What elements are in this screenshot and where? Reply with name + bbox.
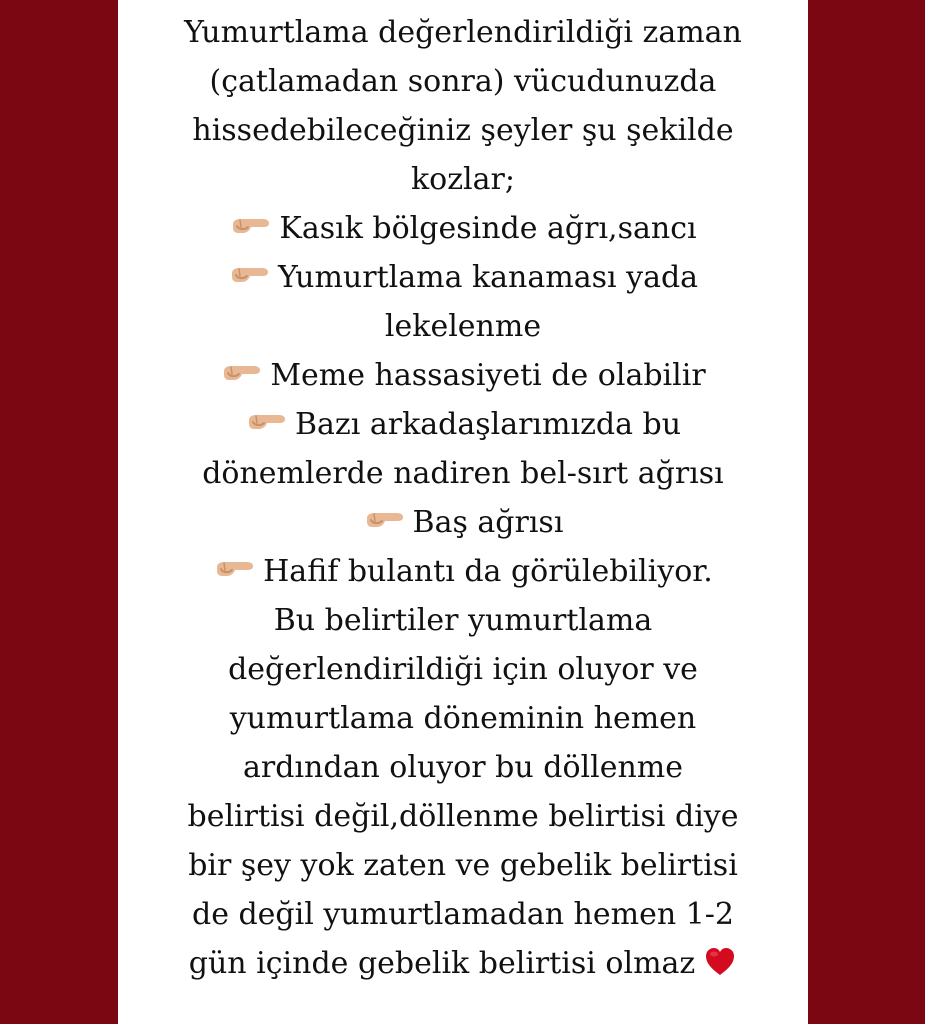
bullet-line-4 bbox=[118, 400, 808, 449]
pointer-finger-icon bbox=[245, 412, 287, 436]
bullet-line-5 bbox=[118, 498, 808, 547]
story-text-panel bbox=[118, 0, 808, 1024]
red-heart-icon bbox=[703, 946, 737, 977]
text-line-14: değerlendirildiği için oluyor ve bbox=[228, 652, 698, 687]
symptom-bulanti: Hafif bulantı da görülebiliyor. bbox=[263, 554, 713, 589]
symptom-bas-agrisi: Baş ağrısı bbox=[412, 505, 564, 540]
symptom-meme: Meme hassasiyeti de olabilir bbox=[270, 358, 706, 393]
text-line-13: Bu belirtiler yumurtlama bbox=[273, 603, 653, 638]
symptom-bel-sirt-intro: Bazı arkadaşlarımızda bu bbox=[294, 407, 682, 442]
story-text bbox=[118, 8, 808, 988]
symptom-kanama: Yumurtlama kanaması yada bbox=[277, 260, 699, 295]
text-line-19: de değil yumurtlamadan hemen 1-2 bbox=[191, 897, 735, 932]
bullet-line-1 bbox=[118, 204, 808, 253]
pointer-finger-icon bbox=[220, 363, 262, 387]
text-line-20 bbox=[118, 939, 808, 988]
text-line-15: yumurtlama döneminin hemen bbox=[229, 701, 697, 736]
symptom-kasik: Kasık bölgesinde ağrı,sancı bbox=[279, 211, 697, 246]
pointer-finger-icon bbox=[229, 216, 271, 240]
text-line-7: lekelenme bbox=[384, 309, 542, 344]
text-line-10: dönemlerde nadiren bel-sırt ağrısı bbox=[202, 456, 724, 491]
text-line-3: hissedebileceğiniz şeyler şu şekilde bbox=[192, 113, 734, 148]
text-line-4: kozlar; bbox=[411, 162, 515, 197]
bullet-line-3 bbox=[118, 351, 808, 400]
pointer-finger-icon bbox=[213, 559, 255, 583]
pointer-finger-icon bbox=[363, 510, 405, 534]
text-line-17: belirtisi değil,döllenme belirtisi diye bbox=[187, 799, 739, 834]
text-line-18: bir şey yok zaten ve gebelik belirtisi bbox=[188, 848, 738, 883]
text-line-16: ardından oluyor bu döllenme bbox=[243, 750, 683, 785]
text-line-1: Yumurtlama değerlendirildiği zaman bbox=[184, 15, 742, 50]
bullet-line-6 bbox=[118, 547, 808, 596]
pointer-finger-icon bbox=[228, 265, 270, 289]
final-sentence: gün içinde gebelik belirtisi olmaz bbox=[188, 946, 696, 981]
bullet-line-2 bbox=[118, 253, 808, 302]
text-line-2: (çatlamadan sonra) vücudunuzda bbox=[209, 64, 717, 99]
